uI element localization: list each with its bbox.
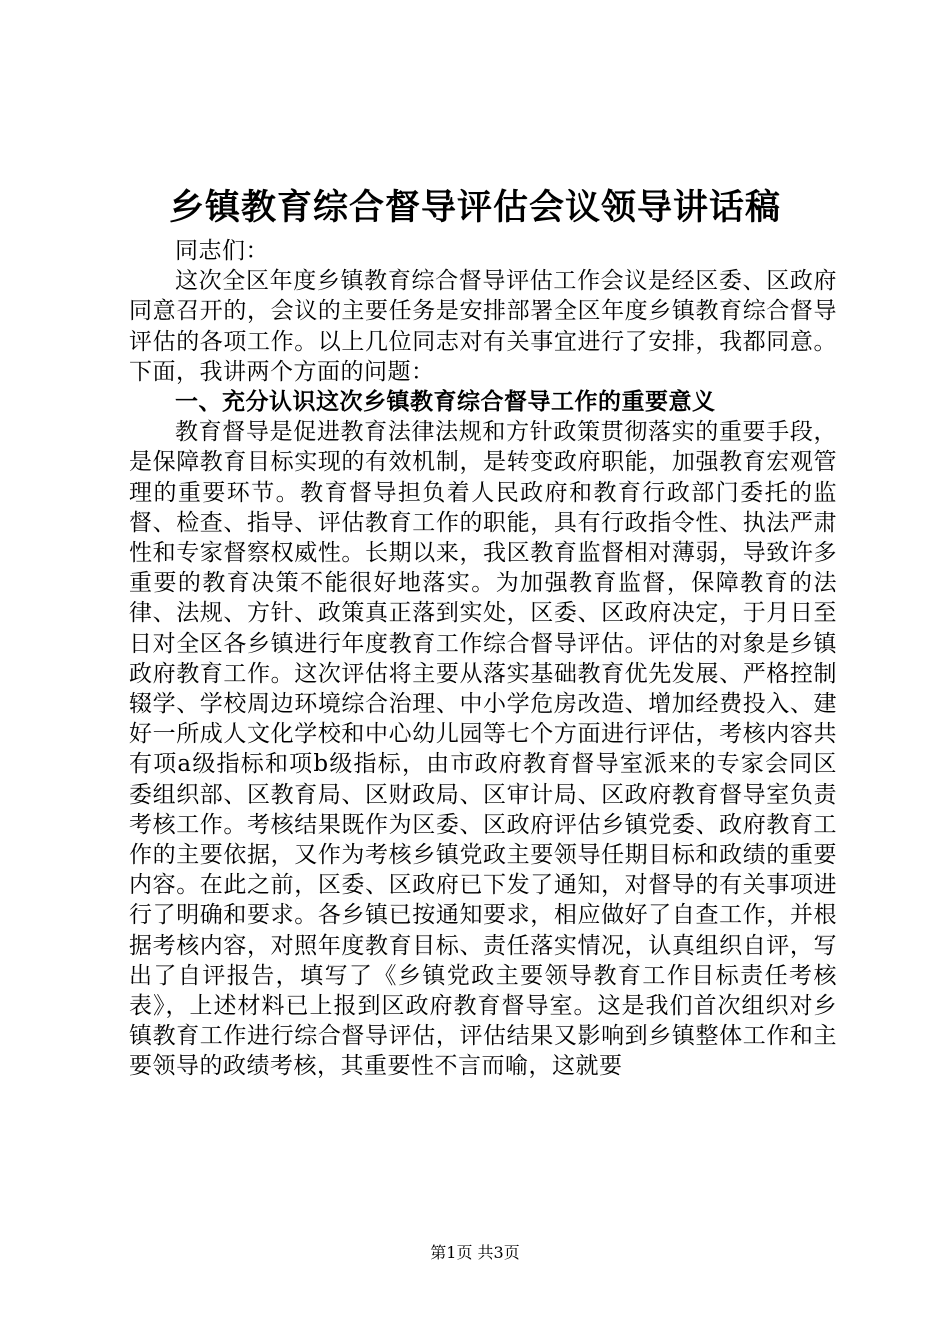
document-body — [129, 236, 837, 1082]
salutation: 同志们： — [175, 238, 269, 264]
section-heading: 一、充分认识这次乡镇教育综合督导工作的重要意义 — [175, 388, 716, 416]
document-title: 乡镇教育综合督导评估会议领导讲话稿 — [168, 187, 781, 228]
section-paragraph: 教育督导是促进教育法律法规和方针政策贯彻落实的重要手段，是保障教育目标实现的有效机制，是转变政府职能，加强教育宏观管理的重要环节。教育督导担负着人民政府和教育行政部门委托的监督、检查、指导、评估教育工作的职能，具有行政指令性、执法严肃性和专家督察权威性。长期以来，我区教育监督相对薄弱，导致许多重要的教育决策不能很好地落实。为加强教育监督，保障教育的法律、法规、方针、政策真正落到实处，区委、区政府决定，于月日至日对全区各乡镇进行年度教育工作综合督导评估。评估的对象是乡镇政府教育工作。这次评估将主要从落实基础教育优先发展、严格控制辍学、学校周边环境综合治理、中小学危房改造、增加经费投入、建好一所成人文化学校和中心幼儿园等七个方面进行评估，考核内容共有项a级指标和项b级指标，由市政府教育督导室派来的专家会同区委组织部、区教育局、区财政局、区审计局、区政府教育督导室负责考核工作。考核结果既作为区委、区政府评估乡镇党委、政府教育工作的主要依据，又作为考核乡镇党政主要领导任期目标和政绩的重要内容。在此之前，区委、区政府已下发了通知，对督导的有关事项进行了明确和要求。各乡镇已按通知要求，相应做好了自查工作，并根据考核内容，对照年度教育目标、责任落实情况，认真组织自评，写出了自评报告，填写了《乡镇党政主要领导教育工作目标责任考核表》，上述材料已上报到区政府教育督导室。这是我们首次组织对乡镇教育工作进行综合督导评估，评估结果又影响到乡镇整体工作和主要领导的政绩考核，其重要性不言而喻，这就要 — [129, 419, 837, 1080]
page-number-footer: 第1页 共3页 — [430, 1243, 520, 1262]
intro-paragraph: 这次全区年度乡镇教育综合督导评估工作会议是经区委、区政府同意召开的，会议的主要任务是安排部署全区年度乡镇教育综合督导评估的各项工作。以上几位同志对有关事宜进行了安排，我都同意。下面，我讲两个方面的问题： — [129, 268, 837, 385]
